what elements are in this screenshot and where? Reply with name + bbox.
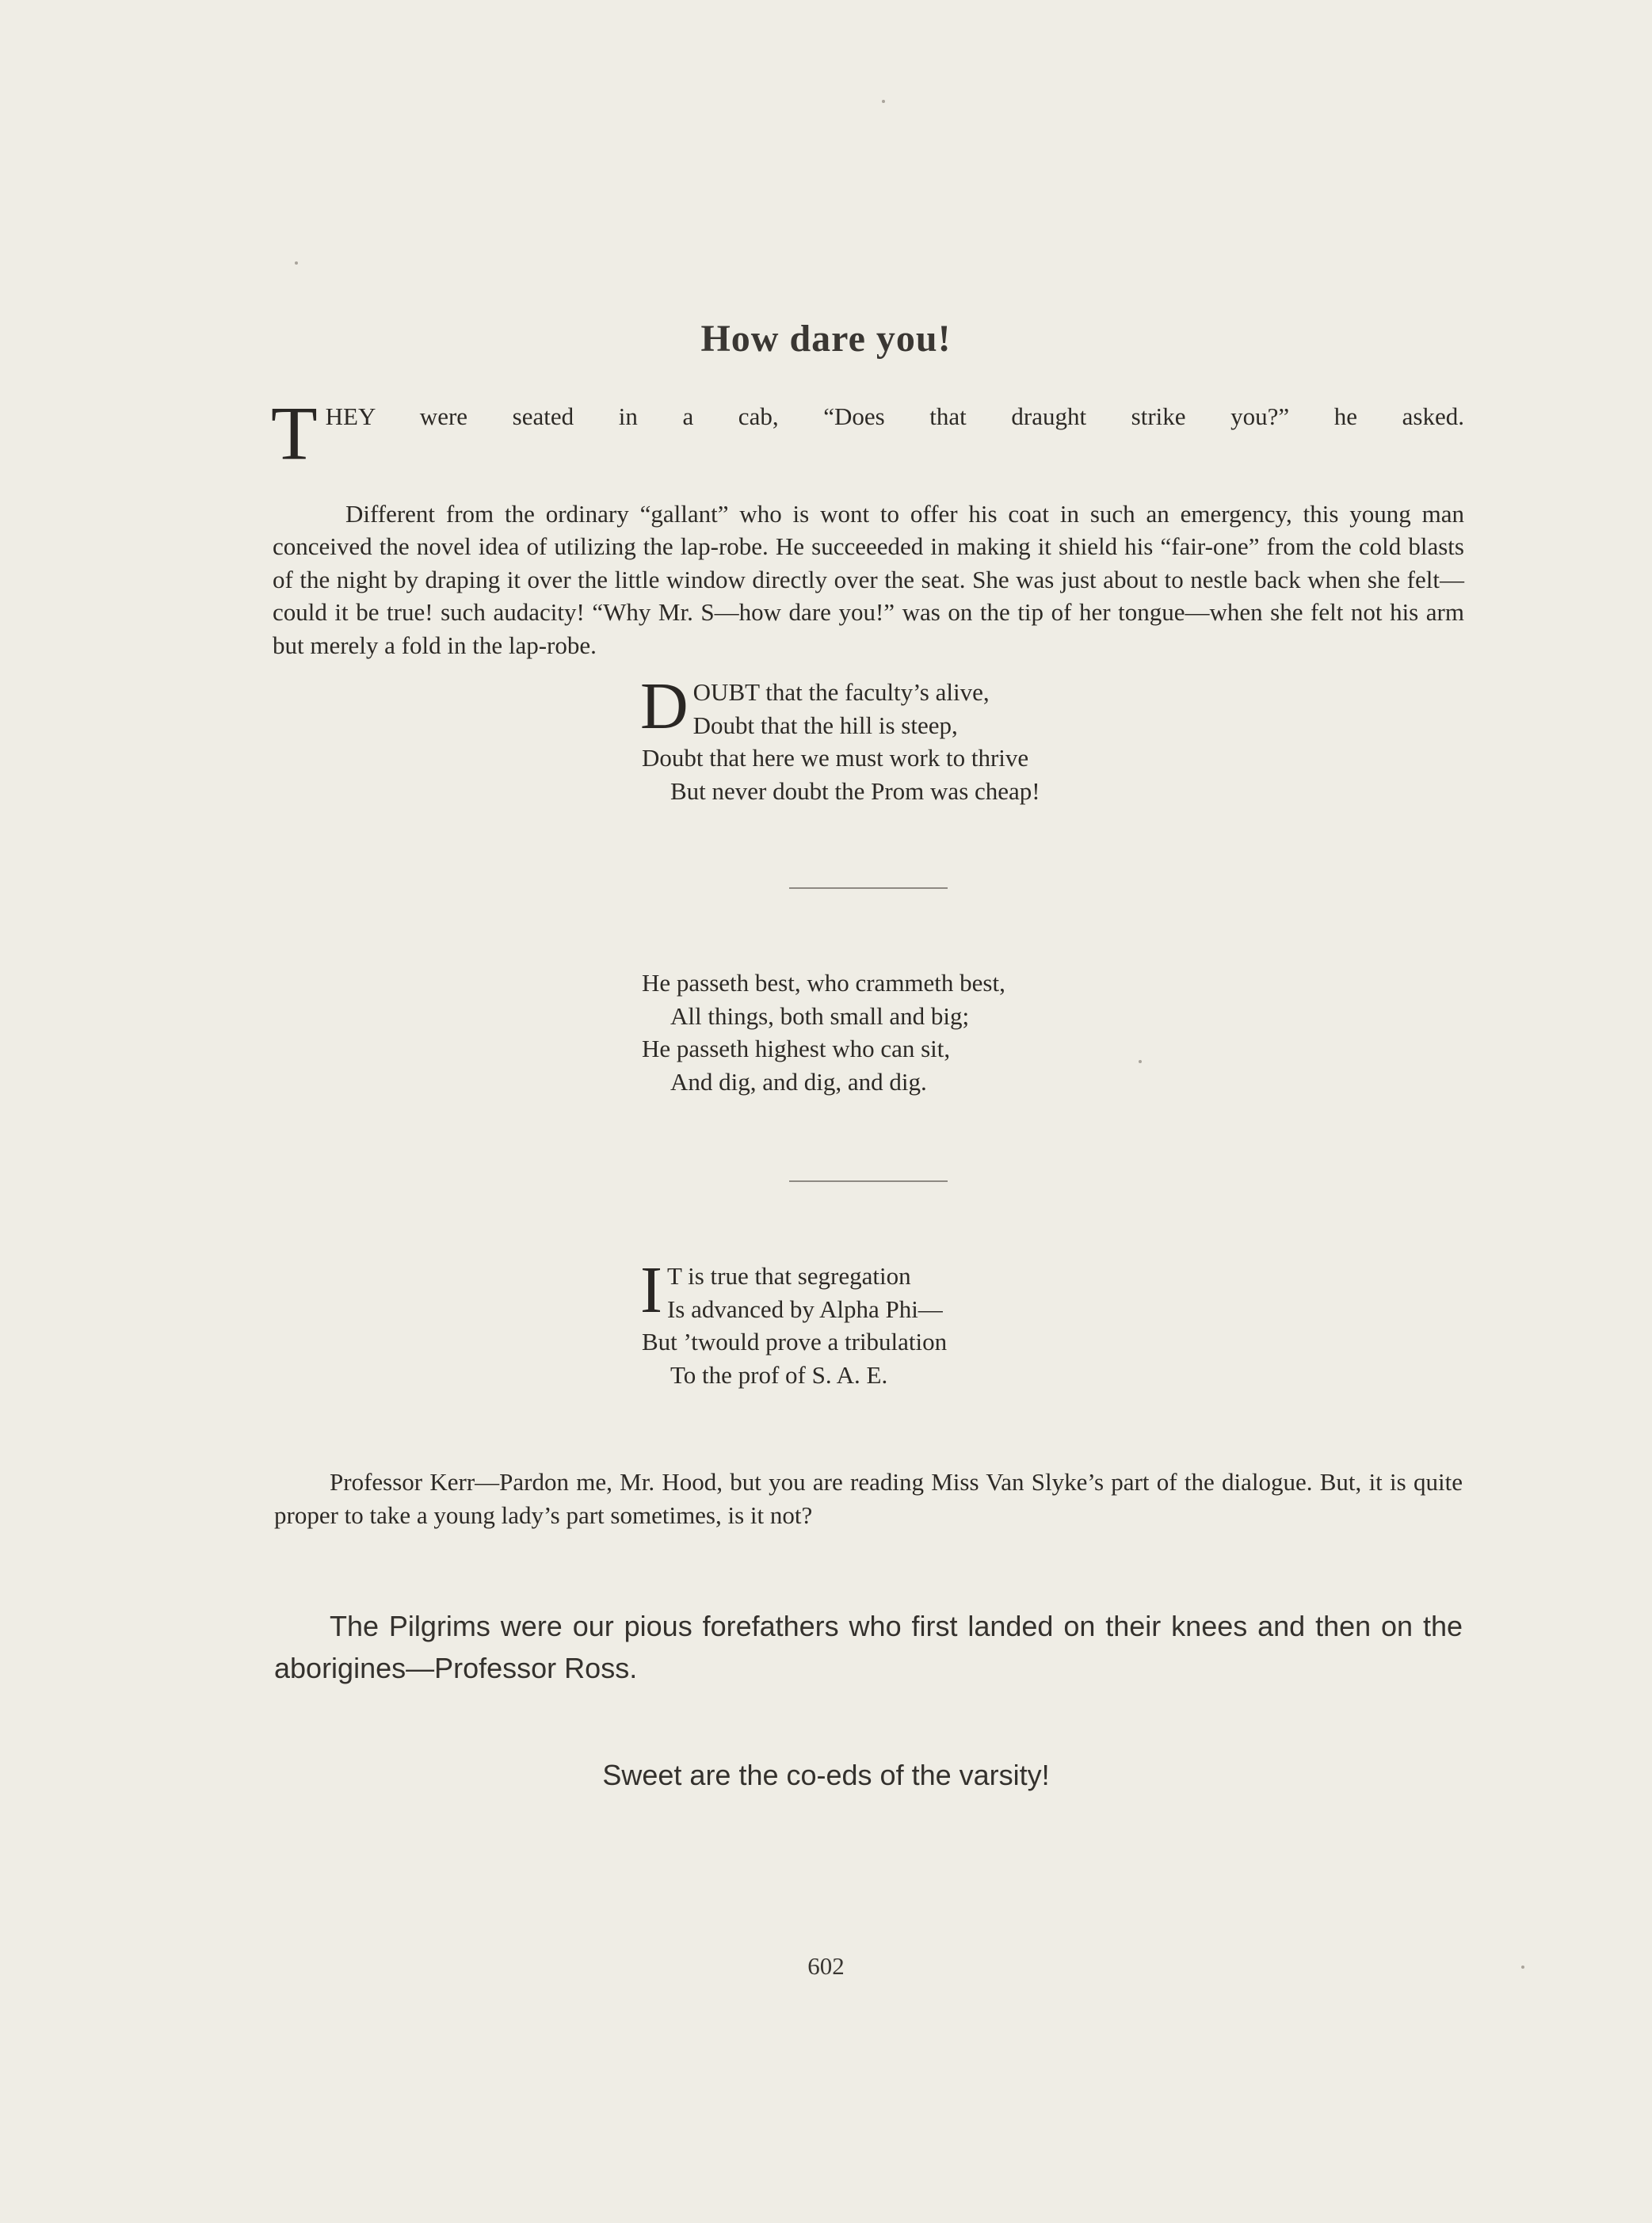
verse-line: Doubt that the hill is steep,: [692, 711, 958, 739]
verse-line: OUBT that the faculty’s alive,: [692, 678, 990, 706]
verse-segregation: [640, 1253, 948, 1391]
story-how-dare-you: [271, 391, 1464, 662]
verse-line: Doubt that here we must work to thrive: [642, 744, 1029, 772]
verse-doubt: [640, 669, 1040, 807]
paper-speck: [295, 261, 298, 265]
story-first-line: HEY were seated in a cab, “Does that draught strike you?” he asked.: [325, 402, 1464, 430]
drop-cap: I: [640, 1253, 662, 1327]
verse-line: He passeth best, who crammeth best,: [642, 969, 1005, 997]
verse-line: Is advanced by Alpha Phi—: [666, 1295, 943, 1323]
verse-line: To the prof of S. A. E.: [670, 1360, 888, 1389]
page-number: 602: [807, 1952, 845, 1980]
verse-passeth: [642, 967, 1005, 1098]
story-paragraph: Different from the ordinary “gallant” who is wont to offer his coat in such an emergency, this young man conceived the novel idea of utilizing the lap-robe. He succeeeded in making it shield his “fair-one” from the cold blasts of the night by draping it over the little window directly over the seat. She was just about to nestle back when she felt—could it be true! such audacity! “Why Mr. S—how dare you!” was on the tip of her tongue—when she felt not his arm but merely a fold in the lap-robe.: [273, 499, 1464, 659]
section-divider: [789, 1180, 948, 1182]
verse-line: And dig, and dig, and dig.: [670, 1067, 927, 1096]
drop-cap: D: [640, 669, 689, 743]
verse-line: All things, both small and big;: [670, 1001, 970, 1030]
paper-speck: [1139, 1060, 1142, 1063]
page-title: How dare you!: [700, 318, 952, 360]
paper-speck: [882, 100, 885, 103]
dialogue-joke: Professor Kerr—Pardon me, Mr. Hood, but you are reading Miss Van Slyke’s part of the dialogue. But, it is quite proper to take a young lady’s part sometimes, is it not?: [274, 1468, 1463, 1529]
sweet-line: Sweet are the co-eds of the varsity!: [602, 1759, 1050, 1791]
verse-line: But never doubt the Prom was cheap!: [670, 776, 1040, 805]
section-divider: [789, 887, 948, 889]
pilgrims-quote: The Pilgrims were our pious forefathers who first landed on their knees and then on the aborigines—Professor Ross.: [274, 1610, 1463, 1684]
verse-line: He passeth highest who can sit,: [642, 1035, 951, 1062]
verse-line: T is true that segregation: [666, 1262, 911, 1290]
drop-cap: T: [271, 391, 318, 475]
verse-line: But ’twould prove a tribulation: [642, 1328, 948, 1356]
